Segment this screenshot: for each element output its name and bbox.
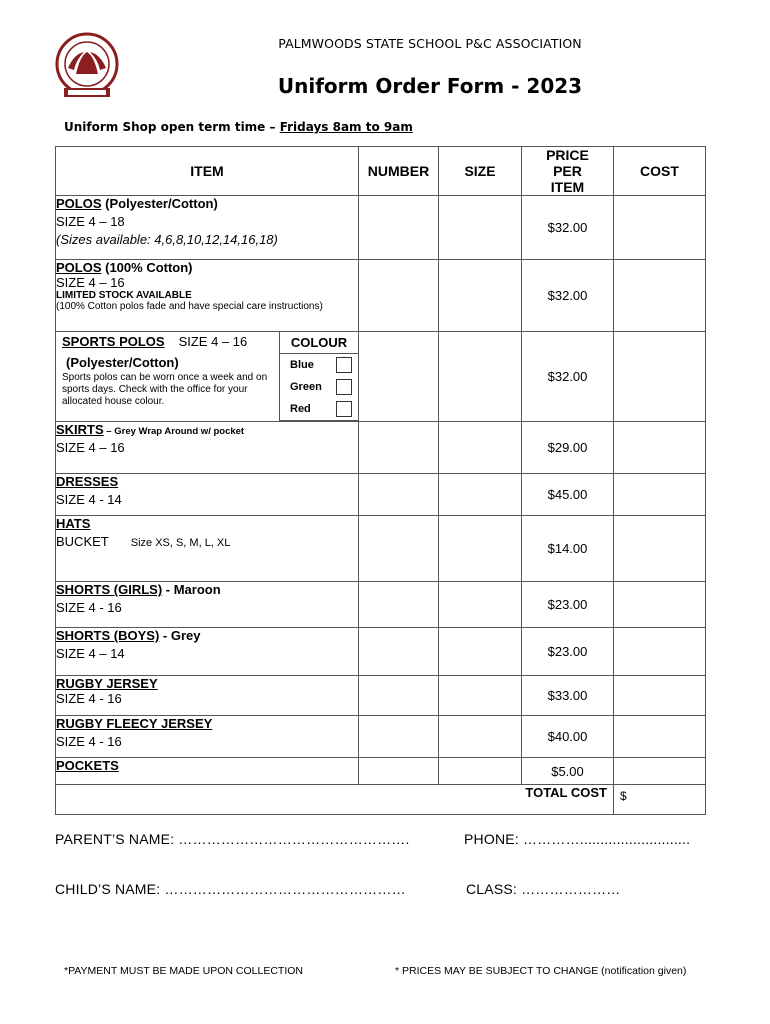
item-name <box>56 260 358 275</box>
item-pockets <box>56 758 359 785</box>
colour-header: COLOUR <box>280 332 358 354</box>
number-cell[interactable] <box>359 716 439 758</box>
price-change-note: * PRICES MAY BE SUBJECT TO CHANGE (notification given) <box>395 965 687 977</box>
item-note: (Sizes available: 4,6,8,10,12,14,16,18) <box>56 232 278 247</box>
item-dresses <box>56 474 359 516</box>
price-cell: $5.00 <box>522 758 614 785</box>
price-cell: $32.00 <box>522 332 614 422</box>
table-row <box>56 716 706 758</box>
item-size: SIZE 4 – 18 <box>56 214 125 229</box>
item-name <box>56 716 358 731</box>
number-cell[interactable] <box>359 676 439 716</box>
table-row <box>56 474 706 516</box>
cost-cell[interactable] <box>614 422 706 474</box>
item-name-main: DRESSES <box>56 474 119 489</box>
total-row <box>56 785 706 815</box>
item-name-suffix: (Polyester/Cotton) <box>101 196 218 211</box>
header-cost: COST <box>614 147 706 196</box>
item-size: SIZE 4 – 16 <box>56 275 125 290</box>
child-name-field[interactable]: CHILD’S NAME: …………………………………………… <box>55 881 406 897</box>
item-rugby-jersey <box>56 676 359 716</box>
size-cell[interactable] <box>439 260 522 332</box>
size-cell[interactable] <box>439 676 522 716</box>
price-cell: $29.00 <box>522 422 614 474</box>
item-shorts-boys <box>56 628 359 676</box>
total-cost-cell[interactable] <box>614 785 706 815</box>
total-currency: $ <box>620 789 627 803</box>
item-size: SIZE 4 - 16 <box>56 734 122 749</box>
item-name-suffix: (100% Cotton) <box>101 260 193 275</box>
item-name-main: RUGBY FLEECY JERSEY <box>56 716 213 731</box>
item-name-suffix: – Grey Wrap Around w/ pocket <box>103 426 245 437</box>
header-price-label: PRICE PER ITEM <box>546 147 589 195</box>
table-row <box>56 676 706 716</box>
price-cell: $33.00 <box>522 676 614 716</box>
table-row <box>56 628 706 676</box>
item-name-main: RUGBY JERSEY <box>56 676 158 691</box>
hat-sizes: Size XS, S, M, L, XL <box>130 537 231 549</box>
item-sports-polos <box>56 332 359 422</box>
item-size: SIZE 4 – 16 <box>56 440 125 455</box>
item-size: SIZE 4 - 14 <box>56 492 122 507</box>
number-cell[interactable] <box>359 196 439 260</box>
payment-note: *PAYMENT MUST BE MADE UPON COLLECTION <box>64 965 304 977</box>
table-row <box>56 332 706 422</box>
item-name-suffix: - Maroon <box>162 582 221 597</box>
price-cell: $32.00 <box>522 260 614 332</box>
item-name-main: HATS <box>56 516 91 531</box>
item-name <box>62 334 273 349</box>
size-cell[interactable] <box>439 516 522 582</box>
item-polos-polycotton <box>56 196 359 260</box>
price-cell: $32.00 <box>522 196 614 260</box>
header-size: SIZE <box>439 147 522 196</box>
item-name-main: SHORTS (GIRLS) <box>56 582 163 597</box>
cost-cell[interactable] <box>614 516 706 582</box>
cost-cell[interactable] <box>614 260 706 332</box>
cost-cell[interactable] <box>614 332 706 422</box>
cost-cell[interactable] <box>614 676 706 716</box>
hat-type-line <box>56 534 358 549</box>
size-cell[interactable] <box>439 332 522 422</box>
size-cell[interactable] <box>439 582 522 628</box>
order-table <box>55 146 706 815</box>
shop-hours-value: Fridays 8am to 9am <box>279 120 413 134</box>
item-name-main: POLOS <box>56 196 102 211</box>
colour-label: Blue <box>290 359 314 371</box>
cost-cell[interactable] <box>614 582 706 628</box>
item-skirts <box>56 422 359 474</box>
parent-name-field[interactable]: PARENT’S NAME: …………………………………………. <box>55 831 410 847</box>
cost-cell[interactable] <box>614 474 706 516</box>
checkbox[interactable] <box>336 401 352 417</box>
item-name-main: SKIRTS <box>56 422 104 437</box>
sports-polos-wrap <box>56 332 358 421</box>
table-header-row <box>56 147 706 196</box>
cost-cell[interactable] <box>614 628 706 676</box>
number-cell[interactable] <box>359 474 439 516</box>
association-name: PALMWOODS STATE SCHOOL P&C ASSOCIATION <box>278 36 582 51</box>
colour-label: Green <box>290 381 322 393</box>
size-cell[interactable] <box>439 474 522 516</box>
item-name-suffix: - Grey <box>159 628 201 643</box>
shop-hours <box>64 120 413 134</box>
item-size: SIZE 4 - 16 <box>56 600 122 615</box>
price-cell: $40.00 <box>522 716 614 758</box>
shop-hours-prefix: Uniform Shop open term time – <box>64 120 280 134</box>
item-hats <box>56 516 359 582</box>
table-row <box>56 582 706 628</box>
item-name-main: SHORTS (BOYS) <box>56 628 160 643</box>
item-name <box>56 474 358 489</box>
size-cell[interactable] <box>439 758 522 785</box>
price-cell: $23.00 <box>522 628 614 676</box>
table-row <box>56 196 706 260</box>
header-item: ITEM <box>56 147 359 196</box>
sports-polos-details <box>56 332 279 421</box>
number-cell[interactable] <box>359 582 439 628</box>
table-row <box>56 422 706 474</box>
cost-cell[interactable] <box>614 716 706 758</box>
header-number: NUMBER <box>359 147 439 196</box>
number-cell[interactable] <box>359 332 439 422</box>
cost-cell[interactable] <box>614 758 706 785</box>
item-note: Sports polos can be worn once a week and on sports days. Check with the office for your allocated house colour. <box>62 372 268 407</box>
table-row <box>56 260 706 332</box>
item-size: SIZE 4 – 14 <box>56 646 125 661</box>
item-name <box>56 422 358 437</box>
item-name-main: SPORTS POLOS <box>62 334 165 349</box>
header-price <box>522 147 614 196</box>
item-subtitle: (Polyester/Cotton) <box>66 355 179 370</box>
table-row <box>56 758 706 785</box>
item-name-main: POLOS <box>56 260 102 275</box>
item-size: SIZE 4 - 16 <box>56 691 122 706</box>
item-name <box>56 758 358 773</box>
cost-cell[interactable] <box>614 196 706 260</box>
phone-field[interactable]: PHONE: …………........................... <box>464 831 691 847</box>
price-cell: $23.00 <box>522 582 614 628</box>
table-row <box>56 516 706 582</box>
item-name <box>56 628 358 643</box>
item-name <box>56 196 358 211</box>
colour-option-blue[interactable] <box>280 354 358 376</box>
price-cell: $45.00 <box>522 474 614 516</box>
colour-selector <box>279 332 358 421</box>
item-name-main: POCKETS <box>56 758 119 773</box>
size-cell[interactable] <box>439 628 522 676</box>
item-polos-cotton <box>56 260 359 332</box>
item-name <box>56 516 358 531</box>
checkbox[interactable] <box>336 379 352 395</box>
total-cost-label: TOTAL COST <box>56 785 614 815</box>
item-shorts-girls <box>56 582 359 628</box>
size-cell[interactable] <box>439 196 522 260</box>
number-cell[interactable] <box>359 758 439 785</box>
number-cell[interactable] <box>359 516 439 582</box>
item-name <box>56 676 358 691</box>
class-field[interactable]: CLASS: ………………… <box>466 881 621 897</box>
checkbox[interactable] <box>336 357 352 373</box>
number-cell[interactable] <box>359 628 439 676</box>
item-name <box>56 582 358 597</box>
item-rugby-fleecy-jersey <box>56 716 359 758</box>
colour-label: Red <box>290 403 311 415</box>
limited-stock-note: LIMITED STOCK AVAILABLE <box>56 290 192 301</box>
colour-option-green[interactable] <box>280 376 358 398</box>
colour-option-red[interactable] <box>280 398 358 420</box>
size-cell[interactable] <box>439 716 522 758</box>
number-cell[interactable] <box>359 260 439 332</box>
size-cell[interactable] <box>439 422 522 474</box>
price-cell: $14.00 <box>522 516 614 582</box>
item-size: SIZE 4 – 16 <box>178 334 248 349</box>
number-cell[interactable] <box>359 422 439 474</box>
page-title: Uniform Order Form - 2023 <box>277 74 583 98</box>
hat-type: BUCKET <box>56 534 109 549</box>
item-note: (100% Cotton polos fade and have special care instructions) <box>56 301 323 312</box>
